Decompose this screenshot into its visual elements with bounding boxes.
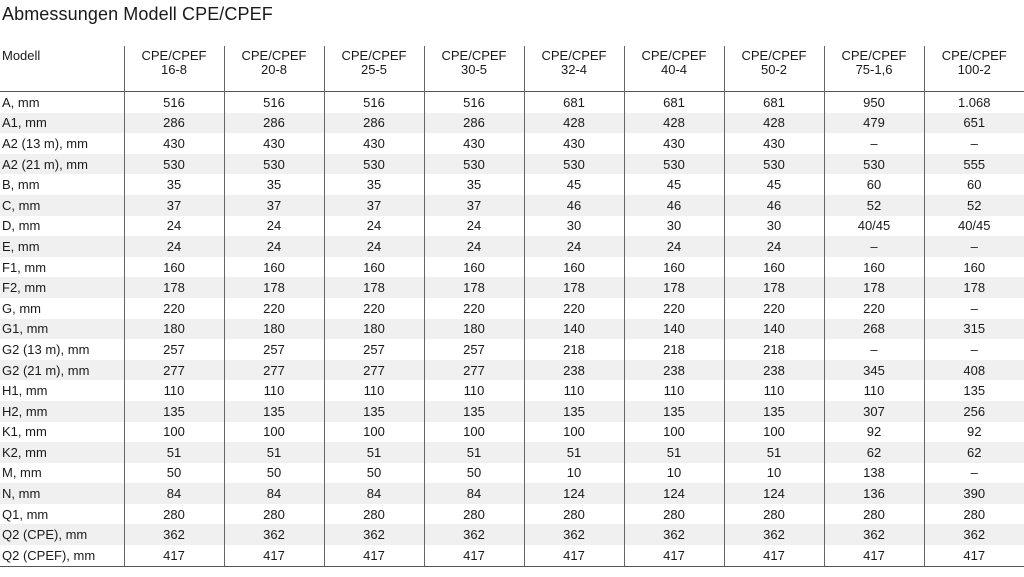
table-cell: 100: [424, 422, 524, 443]
table-cell: 140: [624, 319, 724, 340]
table-cell: 417: [524, 545, 624, 566]
header-model-line2: 32-4: [560, 62, 588, 77]
header-model-7: [824, 46, 924, 92]
table-cell: 256: [924, 401, 1024, 422]
table-row: [0, 277, 1024, 298]
table-cell: 110: [724, 380, 824, 401]
header-model-5: [624, 46, 724, 92]
table-row: [0, 360, 1024, 381]
header-model-line1: CPE/CPEF: [241, 48, 307, 63]
table-cell: 160: [424, 257, 524, 278]
table-cell: 180: [124, 319, 224, 340]
table-cell: 10: [724, 463, 824, 484]
row-label: H2, mm: [0, 401, 124, 422]
table-cell: 390: [924, 483, 1024, 504]
table-cell: –: [824, 236, 924, 257]
table-cell: 100: [124, 422, 224, 443]
table-cell: 84: [324, 483, 424, 504]
table-row: [0, 257, 1024, 278]
table-cell: 417: [724, 545, 824, 566]
row-label: Q2 (CPEF), mm: [0, 545, 124, 566]
table-cell: 160: [324, 257, 424, 278]
table-cell: 84: [424, 483, 524, 504]
table-cell: 46: [524, 195, 624, 216]
table-cell: 100: [624, 422, 724, 443]
table-cell: 40/45: [824, 216, 924, 237]
header-model-line2: 16-8: [160, 62, 188, 77]
header-model-line1: CPE/CPEF: [141, 48, 207, 63]
table-cell: 180: [424, 319, 524, 340]
table-cell: 280: [924, 504, 1024, 525]
table-cell: 52: [824, 195, 924, 216]
header-model-6: [724, 46, 824, 92]
table-cell: 516: [324, 92, 424, 113]
table-row: [0, 422, 1024, 443]
table-cell: 280: [524, 504, 624, 525]
table-row: [0, 442, 1024, 463]
table-cell: 37: [124, 195, 224, 216]
table-cell: 51: [424, 442, 524, 463]
table-cell: 178: [624, 277, 724, 298]
table-cell: 417: [624, 545, 724, 566]
header-model-line1: CPE/CPEF: [941, 48, 1007, 63]
header-model-line1: CPE/CPEF: [841, 48, 907, 63]
table-cell: 140: [524, 319, 624, 340]
table-cell: 92: [924, 422, 1024, 443]
table-cell: 362: [724, 524, 824, 545]
row-label: B, mm: [2, 177, 40, 193]
row-label: C, mm: [0, 195, 124, 216]
header-model-line1: CPE/CPEF: [741, 48, 807, 63]
table-cell: 45: [624, 174, 724, 195]
header-model-line2: 100-2: [957, 62, 991, 77]
table-cell: 24: [724, 236, 824, 257]
table-cell: 110: [324, 380, 424, 401]
table-cell: 530: [324, 154, 424, 175]
table-cell: 417: [324, 545, 424, 566]
table-cell: 428: [524, 113, 624, 134]
table-cell: –: [924, 236, 1024, 257]
table-cell: 51: [524, 442, 624, 463]
table-cell: 46: [724, 195, 824, 216]
table-cell: 417: [424, 545, 524, 566]
table-cell: 180: [224, 319, 324, 340]
header-model-line2: 50-2: [760, 62, 788, 77]
header-model-line2: 30-5: [460, 62, 488, 77]
table-row: [0, 174, 1024, 195]
table-cell: 138: [824, 463, 924, 484]
table-cell: 160: [724, 257, 824, 278]
table-cell: 35: [124, 174, 224, 195]
table-row: [0, 92, 1024, 113]
table-cell: 516: [124, 92, 224, 113]
table-cell: 140: [724, 319, 824, 340]
page-title: Abmessungen Modell CPE/CPEF: [2, 4, 273, 24]
table-cell: 37: [224, 195, 324, 216]
table-cell: –: [924, 339, 1024, 360]
table-cell: 135: [424, 401, 524, 422]
table-cell: 37: [424, 195, 524, 216]
table-cell: 52: [924, 195, 1024, 216]
table-cell: 10: [524, 463, 624, 484]
table-cell: 430: [624, 133, 724, 154]
table-cell: 51: [224, 442, 324, 463]
table-cell: 24: [324, 236, 424, 257]
table-cell: 257: [224, 339, 324, 360]
table-cell: 280: [124, 504, 224, 525]
header-model-8: [924, 46, 1024, 92]
table-cell: 178: [724, 277, 824, 298]
table-cell: 50: [224, 463, 324, 484]
header-model-3: [424, 46, 524, 92]
table-cell: 280: [224, 504, 324, 525]
table-cell: 428: [624, 113, 724, 134]
table-cell: 24: [524, 236, 624, 257]
table-cell: 530: [624, 154, 724, 175]
table-cell: 218: [524, 339, 624, 360]
table-cell: 136: [824, 483, 924, 504]
table-cell: 24: [224, 236, 324, 257]
table-cell: 408: [924, 360, 1024, 381]
table-row: [0, 401, 1024, 422]
table-cell: 286: [124, 113, 224, 134]
table-cell: 30: [624, 216, 724, 237]
table-cell: 160: [824, 257, 924, 278]
table-cell: 24: [624, 236, 724, 257]
row-label: N, mm: [0, 483, 124, 504]
table-cell: 110: [624, 380, 724, 401]
table-cell: 178: [924, 277, 1024, 298]
table-cell: 417: [924, 545, 1024, 566]
row-label: G2 (21 m), mm: [0, 360, 124, 381]
table-cell: 286: [424, 113, 524, 134]
table-row: [0, 298, 1024, 319]
table-cell: 220: [324, 298, 424, 319]
table-cell: 178: [824, 277, 924, 298]
table-cell: 428: [724, 113, 824, 134]
table-cell: 92: [824, 422, 924, 443]
table-cell: 530: [524, 154, 624, 175]
header-model-line1: CPE/CPEF: [641, 48, 707, 63]
table-cell: 362: [224, 524, 324, 545]
table-cell: 417: [124, 545, 224, 566]
table-cell: 430: [724, 133, 824, 154]
table-cell: 362: [824, 524, 924, 545]
table-cell: 651: [924, 113, 1024, 134]
table-row: [0, 154, 1024, 175]
table-row: [0, 113, 1024, 134]
header-model-line1: CPE/CPEF: [541, 48, 607, 63]
table-row: [0, 133, 1024, 154]
table-cell: –: [824, 339, 924, 360]
table-cell: 35: [224, 174, 324, 195]
header-model-1: [224, 46, 324, 92]
table-cell: –: [924, 463, 1024, 484]
table-cell: 555: [924, 154, 1024, 175]
table-cell: 50: [424, 463, 524, 484]
table-cell: 100: [524, 422, 624, 443]
table-cell: 135: [924, 380, 1024, 401]
table-cell: 362: [424, 524, 524, 545]
table-cell: 430: [524, 133, 624, 154]
table-cell: 530: [124, 154, 224, 175]
table-cell: 362: [324, 524, 424, 545]
table-cell: 124: [524, 483, 624, 504]
table-cell: 238: [724, 360, 824, 381]
row-label: G2 (13 m), mm: [2, 341, 90, 357]
table-cell: 530: [424, 154, 524, 175]
table-cell: 257: [424, 339, 524, 360]
row-label: H1, mm: [2, 383, 48, 399]
table-cell: 24: [424, 236, 524, 257]
header-model-line2: 40-4: [660, 62, 688, 77]
table-cell: 160: [124, 257, 224, 278]
table-cell: 46: [624, 195, 724, 216]
table-cell: 516: [224, 92, 324, 113]
table-cell: 10: [624, 463, 724, 484]
table-cell: 277: [324, 360, 424, 381]
table-cell: 30: [724, 216, 824, 237]
row-label: E, mm: [0, 236, 124, 257]
table-cell: 681: [624, 92, 724, 113]
header-model-line1: CPE/CPEF: [441, 48, 507, 63]
header-model-label: Modell: [2, 48, 41, 63]
header-model-4: [524, 46, 624, 92]
table-cell: 315: [924, 319, 1024, 340]
table-cell: 950: [824, 92, 924, 113]
table-cell: 1.068: [924, 92, 1024, 113]
table-cell: 220: [824, 298, 924, 319]
row-label: G1, mm: [0, 319, 124, 340]
table-cell: 220: [624, 298, 724, 319]
row-label: K2, mm: [0, 442, 124, 463]
table-cell: 100: [224, 422, 324, 443]
table-cell: 135: [724, 401, 824, 422]
table-cell: 345: [824, 360, 924, 381]
table-row: [0, 545, 1024, 566]
table-cell: 40/45: [924, 216, 1024, 237]
table-cell: –: [824, 133, 924, 154]
table-cell: 24: [224, 216, 324, 237]
table-cell: 135: [324, 401, 424, 422]
row-label: K1, mm: [2, 424, 47, 440]
table-row: [0, 216, 1024, 237]
table-row: [0, 339, 1024, 360]
table-cell: 100: [324, 422, 424, 443]
table-cell: 280: [424, 504, 524, 525]
table-cell: 160: [624, 257, 724, 278]
table-cell: 124: [724, 483, 824, 504]
table-cell: 257: [124, 339, 224, 360]
table-cell: 530: [724, 154, 824, 175]
table-cell: 110: [124, 380, 224, 401]
table-cell: 160: [924, 257, 1024, 278]
table-cell: 430: [124, 133, 224, 154]
table-row: [0, 380, 1024, 401]
table-cell: 218: [624, 339, 724, 360]
row-label: F2, mm: [0, 277, 124, 298]
table-row: [0, 524, 1024, 545]
table-cell: 178: [324, 277, 424, 298]
table-cell: 362: [524, 524, 624, 545]
table-cell: 218: [724, 339, 824, 360]
table-cell: 681: [724, 92, 824, 113]
row-label: Q1, mm: [2, 506, 49, 522]
table-cell: 178: [224, 277, 324, 298]
table-cell: 180: [324, 319, 424, 340]
row-label: D, mm: [2, 218, 41, 234]
table-cell: 257: [324, 339, 424, 360]
row-label: A1, mm: [0, 113, 124, 134]
table-cell: 51: [724, 442, 824, 463]
table-cell: –: [924, 298, 1024, 319]
table-cell: 178: [424, 277, 524, 298]
table-cell: 430: [324, 133, 424, 154]
table-cell: 62: [824, 442, 924, 463]
table-cell: 100: [724, 422, 824, 443]
row-label: M, mm: [2, 465, 42, 481]
table-row: [0, 463, 1024, 484]
table-row: [0, 504, 1024, 525]
table-cell: 35: [424, 174, 524, 195]
header-model-line1: CPE/CPEF: [341, 48, 407, 63]
table-cell: 277: [224, 360, 324, 381]
table-cell: 50: [324, 463, 424, 484]
table-cell: 110: [824, 380, 924, 401]
row-label: F1, mm: [2, 259, 47, 275]
dimensions-table: [0, 46, 1024, 567]
table-cell: 277: [124, 360, 224, 381]
table-cell: 84: [224, 483, 324, 504]
table-cell: 220: [224, 298, 324, 319]
table-cell: 45: [524, 174, 624, 195]
table-cell: 280: [724, 504, 824, 525]
table-cell: 479: [824, 113, 924, 134]
table-cell: 135: [624, 401, 724, 422]
row-label: G, mm: [2, 300, 41, 316]
table-cell: 430: [424, 133, 524, 154]
header-model-0: [124, 46, 224, 92]
table-cell: 280: [624, 504, 724, 525]
table-cell: 220: [724, 298, 824, 319]
table-cell: 220: [124, 298, 224, 319]
table-cell: 286: [224, 113, 324, 134]
header-model-line2: 25-5: [360, 62, 388, 77]
table-cell: 60: [924, 174, 1024, 195]
table-row: [0, 236, 1024, 257]
table-cell: 135: [124, 401, 224, 422]
table-header-row: [0, 46, 1024, 92]
table-cell: 286: [324, 113, 424, 134]
table-cell: 160: [224, 257, 324, 278]
table-cell: 530: [224, 154, 324, 175]
table-cell: 417: [224, 545, 324, 566]
table-cell: 50: [124, 463, 224, 484]
table-cell: 178: [524, 277, 624, 298]
table-cell: 51: [324, 442, 424, 463]
table-row: [0, 195, 1024, 216]
table-cell: 110: [524, 380, 624, 401]
row-label: A2 (21 m), mm: [0, 154, 124, 175]
table-cell: 238: [524, 360, 624, 381]
table-cell: 220: [424, 298, 524, 319]
table-cell: 24: [124, 216, 224, 237]
table-cell: 24: [324, 216, 424, 237]
table-cell: 280: [824, 504, 924, 525]
table-cell: 135: [224, 401, 324, 422]
table-cell: 530: [824, 154, 924, 175]
table-cell: 516: [424, 92, 524, 113]
table-cell: 37: [324, 195, 424, 216]
table-body: [0, 92, 1024, 567]
table-row: [0, 319, 1024, 340]
table-cell: 307: [824, 401, 924, 422]
table-cell: 362: [924, 524, 1024, 545]
table-cell: 160: [524, 257, 624, 278]
table-cell: 24: [124, 236, 224, 257]
row-label: Q2 (CPE), mm: [0, 524, 124, 545]
table-cell: 135: [524, 401, 624, 422]
table-cell: 110: [424, 380, 524, 401]
table-cell: 60: [824, 174, 924, 195]
table-cell: –: [924, 133, 1024, 154]
table-cell: 178: [124, 277, 224, 298]
header-model-line2: 20-8: [260, 62, 288, 77]
table-cell: 110: [224, 380, 324, 401]
table-cell: 238: [624, 360, 724, 381]
row-label: A2 (13 m), mm: [2, 135, 88, 151]
table-cell: 51: [124, 442, 224, 463]
table-cell: 24: [424, 216, 524, 237]
table-cell: 362: [624, 524, 724, 545]
table-cell: 430: [224, 133, 324, 154]
header-model-line2: 75-1,6: [855, 62, 893, 77]
header-model-2: [324, 46, 424, 92]
table-cell: 268: [824, 319, 924, 340]
table-cell: 62: [924, 442, 1024, 463]
table-cell: 417: [824, 545, 924, 566]
table-cell: 681: [524, 92, 624, 113]
table-cell: 45: [724, 174, 824, 195]
table-cell: 35: [324, 174, 424, 195]
table-cell: 277: [424, 360, 524, 381]
table-cell: 220: [524, 298, 624, 319]
table-row: [0, 483, 1024, 504]
table-cell: 51: [624, 442, 724, 463]
table-cell: 362: [124, 524, 224, 545]
table-cell: 30: [524, 216, 624, 237]
table-cell: 84: [124, 483, 224, 504]
table-cell: 124: [624, 483, 724, 504]
table-cell: 280: [324, 504, 424, 525]
row-label: A, mm: [2, 94, 40, 110]
